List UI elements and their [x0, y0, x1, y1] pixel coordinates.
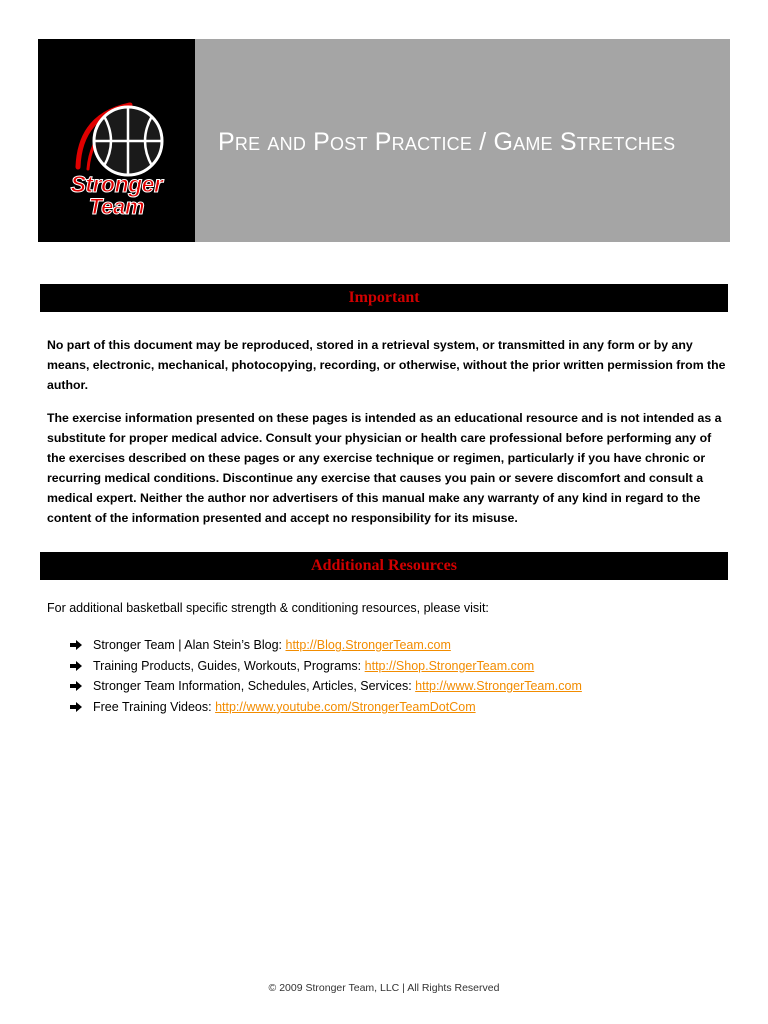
page-footer: © 2009 Stronger Team, LLC | All Rights Reserved: [268, 982, 500, 994]
youtube-link[interactable]: http://www.youtube.com/StrongerTeamDotCom: [215, 699, 476, 714]
arrow-right-icon: [70, 702, 82, 712]
important-heading: Important: [348, 289, 420, 306]
resources-heading-bar: [40, 552, 728, 580]
list-item: [70, 656, 582, 677]
resource-label: Free Training Videos:: [93, 699, 212, 714]
resources-list: [70, 635, 582, 717]
resource-label: Stronger Team | Alan Stein’s Blog:: [93, 638, 283, 653]
resource-label: Stronger Team Information, Schedules, Articles, Services:: [93, 679, 412, 694]
website-link[interactable]: http://www.StrongerTeam.com: [415, 679, 582, 694]
medical-disclaimer-paragraph: The exercise information presented on these pages is intended as an educational resource and is not intended as a substitute for proper medical advice. Consult your physician or health care professional before performing any of the exercises described on these pages or any exercise technique or regimen, particularly if you have chronic or recurring medical conditions. Discontinue any exercise that causes you pain or severe discomfort and consult a medical expert. Neither the author nor advertisers of this manual make any warranty of any kind in regard to the content of the information presented and accept no responsibility for its misuse.: [47, 411, 722, 525]
shop-link[interactable]: http://Shop.StrongerTeam.com: [364, 658, 535, 673]
important-heading-bar: [40, 284, 728, 312]
document-title: Pre and Post Practice / Game Stretches: [218, 128, 676, 156]
list-item: [70, 635, 582, 656]
resources-heading: Additional Resources: [311, 557, 457, 574]
title-panel: [195, 39, 730, 242]
copyright-notice-paragraph: No part of this document may be reproduced, stored in a retrieval system, or transmitted in any form or by any means, electronic, mechanical, photocopying, recording, or otherwise, without the prior written permission from the author.: [47, 338, 726, 392]
arrow-right-icon: [70, 661, 82, 671]
list-item: [70, 676, 582, 697]
logo: [38, 39, 195, 242]
arrow-right-icon: [70, 640, 82, 650]
logo-text-stronger: Stronger: [70, 171, 163, 197]
blog-link[interactable]: http://Blog.StrongerTeam.com: [285, 638, 451, 653]
resource-label: Training Products, Guides, Workouts, Programs:: [93, 658, 362, 673]
list-item: [70, 697, 582, 718]
resources-intro: For additional basketball specific strength & conditioning resources, please visit:: [47, 601, 489, 615]
logo-text-team: Team: [88, 194, 145, 219]
basketball-icon: [58, 97, 178, 177]
document-header: [38, 39, 730, 242]
arrow-right-icon: [70, 681, 82, 691]
